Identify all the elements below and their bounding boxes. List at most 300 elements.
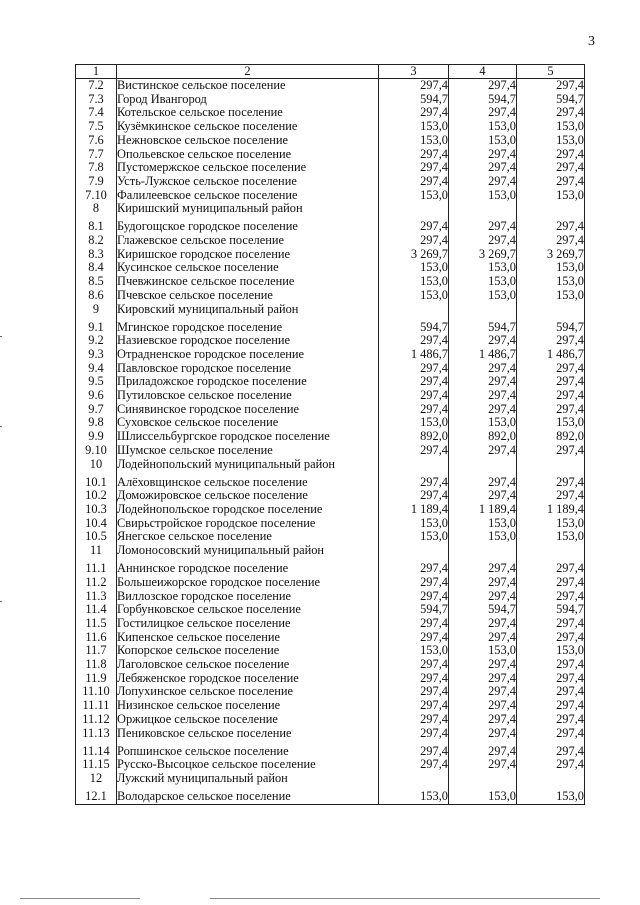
column-3-value: 297,4: [379, 234, 449, 248]
margin-mark: [0, 336, 2, 337]
row-number-cell: 7.8: [76, 161, 117, 175]
column-4-value: 153,0: [449, 530, 517, 544]
column-4-value: 297,4: [449, 389, 517, 403]
column-3-value: 153,0: [379, 530, 449, 544]
row-number-cell: 9.2: [76, 334, 117, 348]
table-row: [76, 216, 585, 234]
column-5-value: 297,4: [517, 631, 585, 645]
row-name-cell: Шумское сельское поселение: [117, 444, 379, 458]
row-number-cell: 10.2: [76, 489, 117, 503]
column-5-value: [517, 202, 585, 216]
row-number-cell: 11: [76, 544, 117, 558]
column-5-value: 297,4: [517, 699, 585, 713]
table-row: [76, 617, 585, 631]
row-number-cell: 11.4: [76, 603, 117, 617]
row-number-cell: 8.2: [76, 234, 117, 248]
column-5-value: 297,4: [517, 713, 585, 727]
row-name-cell: Ломоносовский муниципальный район: [117, 544, 379, 558]
row-name-cell: Кировский муниципальный район: [117, 303, 379, 317]
row-number-cell: 11.5: [76, 617, 117, 631]
row-number-cell: 11.13: [76, 727, 117, 741]
row-name-cell: Нежновское сельское поселение: [117, 134, 379, 148]
column-5-value: 297,4: [517, 106, 585, 120]
column-3-value: 297,4: [379, 471, 449, 489]
row-name-cell: Киришский муниципальный район: [117, 202, 379, 216]
column-4-value: 153,0: [449, 120, 517, 134]
table-row: [76, 471, 585, 489]
margin-mark: [0, 426, 2, 427]
table-row: [76, 120, 585, 134]
column-4-value: 297,4: [449, 727, 517, 741]
column-3-value: 297,4: [379, 685, 449, 699]
column-5-value: 297,4: [517, 148, 585, 162]
row-number-cell: 11.14: [76, 740, 117, 758]
column-5-value: 297,4: [517, 79, 585, 93]
column-4-value: 153,0: [449, 644, 517, 658]
column-3-value: 1 189,4: [379, 503, 449, 517]
row-name-cell: Низинское сельское поселение: [117, 699, 379, 713]
column-5-value: 892,0: [517, 430, 585, 444]
table-row: [76, 631, 585, 645]
table-row: [76, 458, 585, 472]
row-number-cell: 9.9: [76, 430, 117, 444]
column-3-value: 297,4: [379, 590, 449, 604]
column-5-value: 297,4: [517, 444, 585, 458]
column-3-value: 1 486,7: [379, 348, 449, 362]
column-3-value: [379, 458, 449, 472]
row-name-cell: Пениковское сельское поселение: [117, 727, 379, 741]
row-number-cell: 8.5: [76, 275, 117, 289]
table-row: [76, 234, 585, 248]
column-3-value: 297,4: [379, 334, 449, 348]
column-5-value: [517, 303, 585, 317]
row-number-cell: 11.10: [76, 685, 117, 699]
row-number-cell: 11.11: [76, 699, 117, 713]
column-3-value: 297,4: [379, 631, 449, 645]
row-name-cell: Лодейнопольское городское поселение: [117, 503, 379, 517]
row-number-cell: 11.8: [76, 658, 117, 672]
column-4-value: 297,4: [449, 444, 517, 458]
column-5-value: [517, 772, 585, 786]
column-5-value: 297,4: [517, 685, 585, 699]
column-4-value: 297,4: [449, 148, 517, 162]
row-number-cell: 9.7: [76, 403, 117, 417]
column-5-value: 297,4: [517, 175, 585, 189]
row-name-cell: Горбунковское сельское поселение: [117, 603, 379, 617]
row-number-cell: 10.1: [76, 471, 117, 489]
column-4-value: [449, 772, 517, 786]
column-5-value: 297,4: [517, 334, 585, 348]
column-5-value: 1 189,4: [517, 503, 585, 517]
row-name-cell: Шлиссельбургское городское поселение: [117, 430, 379, 444]
column-5-value: 153,0: [517, 786, 585, 805]
column-5-value: 297,4: [517, 672, 585, 686]
row-number-cell: 12.1: [76, 786, 117, 805]
table-row: [76, 134, 585, 148]
margin-mark: [0, 601, 2, 602]
row-name-cell: Русско-Высоцкое сельское поселение: [117, 758, 379, 772]
table-row: [76, 672, 585, 686]
row-number-cell: 7.9: [76, 175, 117, 189]
row-number-cell: 10: [76, 458, 117, 472]
row-name-cell: Пчевское сельское поселение: [117, 289, 379, 303]
page-number: 3: [588, 34, 595, 49]
column-5-value: 594,7: [517, 316, 585, 334]
row-number-cell: 7.6: [76, 134, 117, 148]
column-5-value: 153,0: [517, 120, 585, 134]
column-4-value: 297,4: [449, 489, 517, 503]
column-5-value: 297,4: [517, 558, 585, 576]
row-name-cell: Котельское сельское поселение: [117, 106, 379, 120]
row-number-cell: 8.6: [76, 289, 117, 303]
row-number-cell: 10.3: [76, 503, 117, 517]
row-name-cell: Суховское сельское поселение: [117, 416, 379, 430]
table-row: [76, 106, 585, 120]
column-4-value: 153,0: [449, 416, 517, 430]
row-name-cell: Лаголовское сельское поселение: [117, 658, 379, 672]
column-4-value: 297,4: [449, 362, 517, 376]
table-row: [76, 348, 585, 362]
table-row: [76, 740, 585, 758]
table-row: [76, 576, 585, 590]
column-3-value: 153,0: [379, 644, 449, 658]
column-4-value: 297,4: [449, 375, 517, 389]
column-5-value: 297,4: [517, 161, 585, 175]
column-4-value: 153,0: [449, 517, 517, 531]
column-4-value: [449, 458, 517, 472]
row-name-cell: Мгинское городское поселение: [117, 316, 379, 334]
column-5-value: 297,4: [517, 403, 585, 417]
row-name-cell: Глажевское сельское поселение: [117, 234, 379, 248]
column-4-value: 297,4: [449, 758, 517, 772]
table-row: [76, 175, 585, 189]
column-header-3: 3: [379, 65, 449, 79]
row-number-cell: 10.4: [76, 517, 117, 531]
column-3-value: 594,7: [379, 603, 449, 617]
table-row: [76, 713, 585, 727]
row-name-cell: Свирьстройское городское поселение: [117, 517, 379, 531]
column-3-value: 892,0: [379, 430, 449, 444]
table-row: [76, 161, 585, 175]
row-number-cell: 8.4: [76, 261, 117, 275]
column-4-value: 297,4: [449, 713, 517, 727]
row-name-cell: Вистинское сельское поселение: [117, 79, 379, 93]
row-name-cell: Янегское сельское поселение: [117, 530, 379, 544]
row-number-cell: 11.7: [76, 644, 117, 658]
table-row: [76, 289, 585, 303]
row-number-cell: 9: [76, 303, 117, 317]
column-3-value: 594,7: [379, 316, 449, 334]
row-name-cell: Пустомержское сельское поселение: [117, 161, 379, 175]
column-4-value: 153,0: [449, 134, 517, 148]
column-4-value: 297,4: [449, 658, 517, 672]
column-3-value: 297,4: [379, 558, 449, 576]
row-name-cell: Аннинское городское поселение: [117, 558, 379, 576]
column-5-value: 153,0: [517, 134, 585, 148]
column-5-value: 3 269,7: [517, 248, 585, 262]
column-4-value: 297,4: [449, 234, 517, 248]
column-5-value: 297,4: [517, 471, 585, 489]
table-row: [76, 517, 585, 531]
row-name-cell: Копорское сельское поселение: [117, 644, 379, 658]
column-4-value: 297,4: [449, 699, 517, 713]
column-4-value: 297,4: [449, 685, 517, 699]
row-number-cell: 8.1: [76, 216, 117, 234]
column-3-value: 153,0: [379, 261, 449, 275]
row-name-cell: Кипенское сельское поселение: [117, 631, 379, 645]
table-row: [76, 403, 585, 417]
column-5-value: 297,4: [517, 234, 585, 248]
column-4-value: 594,7: [449, 93, 517, 107]
column-3-value: 153,0: [379, 289, 449, 303]
column-4-value: 297,4: [449, 672, 517, 686]
column-4-value: 297,4: [449, 590, 517, 604]
column-3-value: 153,0: [379, 189, 449, 203]
column-3-value: 153,0: [379, 517, 449, 531]
column-3-value: 153,0: [379, 416, 449, 430]
table-row: [76, 389, 585, 403]
row-number-cell: 9.5: [76, 375, 117, 389]
column-4-value: 297,4: [449, 471, 517, 489]
column-4-value: 297,4: [449, 216, 517, 234]
column-3-value: 297,4: [379, 375, 449, 389]
row-name-cell: Будогощское городское поселение: [117, 216, 379, 234]
column-4-value: 297,4: [449, 631, 517, 645]
allocation-table: [75, 64, 585, 805]
row-number-cell: 11.12: [76, 713, 117, 727]
table-row: [76, 416, 585, 430]
row-name-cell: Лебяженское городское поселение: [117, 672, 379, 686]
column-3-value: 297,4: [379, 161, 449, 175]
row-number-cell: 10.5: [76, 530, 117, 544]
row-name-cell: Город Ивангород: [117, 93, 379, 107]
row-number-cell: 11.15: [76, 758, 117, 772]
row-name-cell: Назиевское городское поселение: [117, 334, 379, 348]
row-name-cell: Володарское сельское поселение: [117, 786, 379, 805]
column-3-value: 297,4: [379, 389, 449, 403]
column-5-value: 594,7: [517, 603, 585, 617]
table-row: [76, 603, 585, 617]
table-row: [76, 727, 585, 741]
row-number-cell: 7.5: [76, 120, 117, 134]
column-4-value: 297,4: [449, 617, 517, 631]
column-5-value: 1 486,7: [517, 348, 585, 362]
column-3-value: 153,0: [379, 120, 449, 134]
column-3-value: [379, 772, 449, 786]
table-row: [76, 189, 585, 203]
column-5-value: [517, 458, 585, 472]
scan-line: [210, 898, 600, 899]
column-3-value: 297,4: [379, 576, 449, 590]
table-row: [76, 79, 585, 93]
table-row: [76, 558, 585, 576]
column-4-value: 153,0: [449, 786, 517, 805]
column-3-value: 153,0: [379, 134, 449, 148]
row-name-cell: Большеижорское городское поселение: [117, 576, 379, 590]
row-name-cell: Пчевжинское сельское поселение: [117, 275, 379, 289]
row-name-cell: Лодейнопольский муниципальный район: [117, 458, 379, 472]
column-5-value: 153,0: [517, 644, 585, 658]
row-name-cell: Доможировское сельское поселение: [117, 489, 379, 503]
table-row: [76, 303, 585, 317]
column-3-value: 153,0: [379, 275, 449, 289]
row-name-cell: Лужский муниципальный район: [117, 772, 379, 786]
column-5-value: 297,4: [517, 590, 585, 604]
row-number-cell: 8.3: [76, 248, 117, 262]
column-header-4: 4: [449, 65, 517, 79]
row-number-cell: 7.4: [76, 106, 117, 120]
column-4-value: 297,4: [449, 740, 517, 758]
column-4-value: 153,0: [449, 189, 517, 203]
row-number-cell: 9.6: [76, 389, 117, 403]
row-number-cell: 11.6: [76, 631, 117, 645]
table-row: [76, 644, 585, 658]
column-3-value: 3 269,7: [379, 248, 449, 262]
table-row: [76, 248, 585, 262]
column-4-value: 297,4: [449, 334, 517, 348]
table-row: [76, 444, 585, 458]
column-4-value: 594,7: [449, 603, 517, 617]
table-row: [76, 530, 585, 544]
table-row: [76, 544, 585, 558]
column-5-value: 297,4: [517, 727, 585, 741]
table-row: [76, 375, 585, 389]
column-3-value: 297,4: [379, 758, 449, 772]
table-row: [76, 148, 585, 162]
row-name-cell: Опольевское сельское поселение: [117, 148, 379, 162]
column-3-value: 297,4: [379, 79, 449, 93]
column-4-value: 297,4: [449, 106, 517, 120]
table-row: [76, 590, 585, 604]
column-5-value: 297,4: [517, 758, 585, 772]
column-5-value: 297,4: [517, 740, 585, 758]
table-row: [76, 503, 585, 517]
row-name-cell: Путиловское сельское поселение: [117, 389, 379, 403]
column-header-1: 1: [76, 65, 117, 79]
column-3-value: 153,0: [379, 786, 449, 805]
column-header-2: 2: [117, 65, 379, 79]
row-number-cell: 9.10: [76, 444, 117, 458]
table-row: [76, 261, 585, 275]
table-row: [76, 275, 585, 289]
column-3-value: 297,4: [379, 672, 449, 686]
column-4-value: 1 486,7: [449, 348, 517, 362]
row-name-cell: Ропшинское сельское поселение: [117, 740, 379, 758]
column-5-value: 297,4: [517, 216, 585, 234]
row-name-cell: Оржицкое сельское поселение: [117, 713, 379, 727]
table-row: [76, 758, 585, 772]
row-number-cell: 11.9: [76, 672, 117, 686]
table-row: [76, 93, 585, 107]
row-number-cell: 9.1: [76, 316, 117, 334]
row-number-cell: 11.1: [76, 558, 117, 576]
scan-line: [20, 898, 140, 899]
row-name-cell: Приладожское городское поселение: [117, 375, 379, 389]
row-number-cell: 11.3: [76, 590, 117, 604]
row-number-cell: 12: [76, 772, 117, 786]
row-name-cell: Алёховщинское сельское поселение: [117, 471, 379, 489]
table-body: [76, 79, 585, 805]
row-number-cell: 8: [76, 202, 117, 216]
table-row: [76, 658, 585, 672]
row-name-cell: Лопухинское сельское поселение: [117, 685, 379, 699]
row-name-cell: Гостилицкое сельское поселение: [117, 617, 379, 631]
table-row: [76, 362, 585, 376]
column-3-value: 297,4: [379, 699, 449, 713]
column-4-value: [449, 202, 517, 216]
table-row: [76, 316, 585, 334]
table-row: [76, 202, 585, 216]
column-4-value: 594,7: [449, 316, 517, 334]
column-5-value: 153,0: [517, 416, 585, 430]
column-3-value: [379, 303, 449, 317]
row-name-cell: Фалилеевское сельское поселение: [117, 189, 379, 203]
column-3-value: 297,4: [379, 489, 449, 503]
column-4-value: 297,4: [449, 79, 517, 93]
column-3-value: 297,4: [379, 617, 449, 631]
row-number-cell: 9.4: [76, 362, 117, 376]
row-name-cell: Синявинское городское поселение: [117, 403, 379, 417]
column-4-value: 297,4: [449, 576, 517, 590]
row-name-cell: Кусинское сельское поселение: [117, 261, 379, 275]
column-3-value: 297,4: [379, 740, 449, 758]
column-5-value: 153,0: [517, 530, 585, 544]
table-header-row: [76, 65, 585, 79]
table-row: [76, 772, 585, 786]
column-5-value: [517, 544, 585, 558]
column-4-value: [449, 544, 517, 558]
column-4-value: 3 269,7: [449, 248, 517, 262]
table-row: [76, 489, 585, 503]
column-5-value: 153,0: [517, 289, 585, 303]
row-name-cell: Усть-Лужское сельское поселение: [117, 175, 379, 189]
table-row: [76, 334, 585, 348]
row-number-cell: 11.2: [76, 576, 117, 590]
column-3-value: 297,4: [379, 362, 449, 376]
column-4-value: 297,4: [449, 175, 517, 189]
row-number-cell: 7.3: [76, 93, 117, 107]
row-number-cell: 9.8: [76, 416, 117, 430]
column-5-value: 297,4: [517, 375, 585, 389]
column-5-value: 153,0: [517, 189, 585, 203]
column-header-5: 5: [517, 65, 585, 79]
column-4-value: 153,0: [449, 289, 517, 303]
column-4-value: 153,0: [449, 261, 517, 275]
column-3-value: [379, 544, 449, 558]
column-5-value: 297,4: [517, 576, 585, 590]
column-4-value: 297,4: [449, 558, 517, 576]
column-5-value: 594,7: [517, 93, 585, 107]
column-3-value: 594,7: [379, 93, 449, 107]
column-3-value: 297,4: [379, 403, 449, 417]
row-number-cell: 7.10: [76, 189, 117, 203]
column-4-value: [449, 303, 517, 317]
column-5-value: 297,4: [517, 617, 585, 631]
column-3-value: 297,4: [379, 727, 449, 741]
row-name-cell: Кузёмкинское сельское поселение: [117, 120, 379, 134]
column-5-value: 297,4: [517, 658, 585, 672]
row-name-cell: Павловское городское поселение: [117, 362, 379, 376]
table-row: [76, 685, 585, 699]
column-5-value: 153,0: [517, 275, 585, 289]
column-5-value: 153,0: [517, 261, 585, 275]
column-4-value: 153,0: [449, 275, 517, 289]
table-row: [76, 430, 585, 444]
row-name-cell: Виллозское городское поселение: [117, 590, 379, 604]
column-4-value: 297,4: [449, 403, 517, 417]
column-3-value: 297,4: [379, 175, 449, 189]
row-number-cell: 9.3: [76, 348, 117, 362]
